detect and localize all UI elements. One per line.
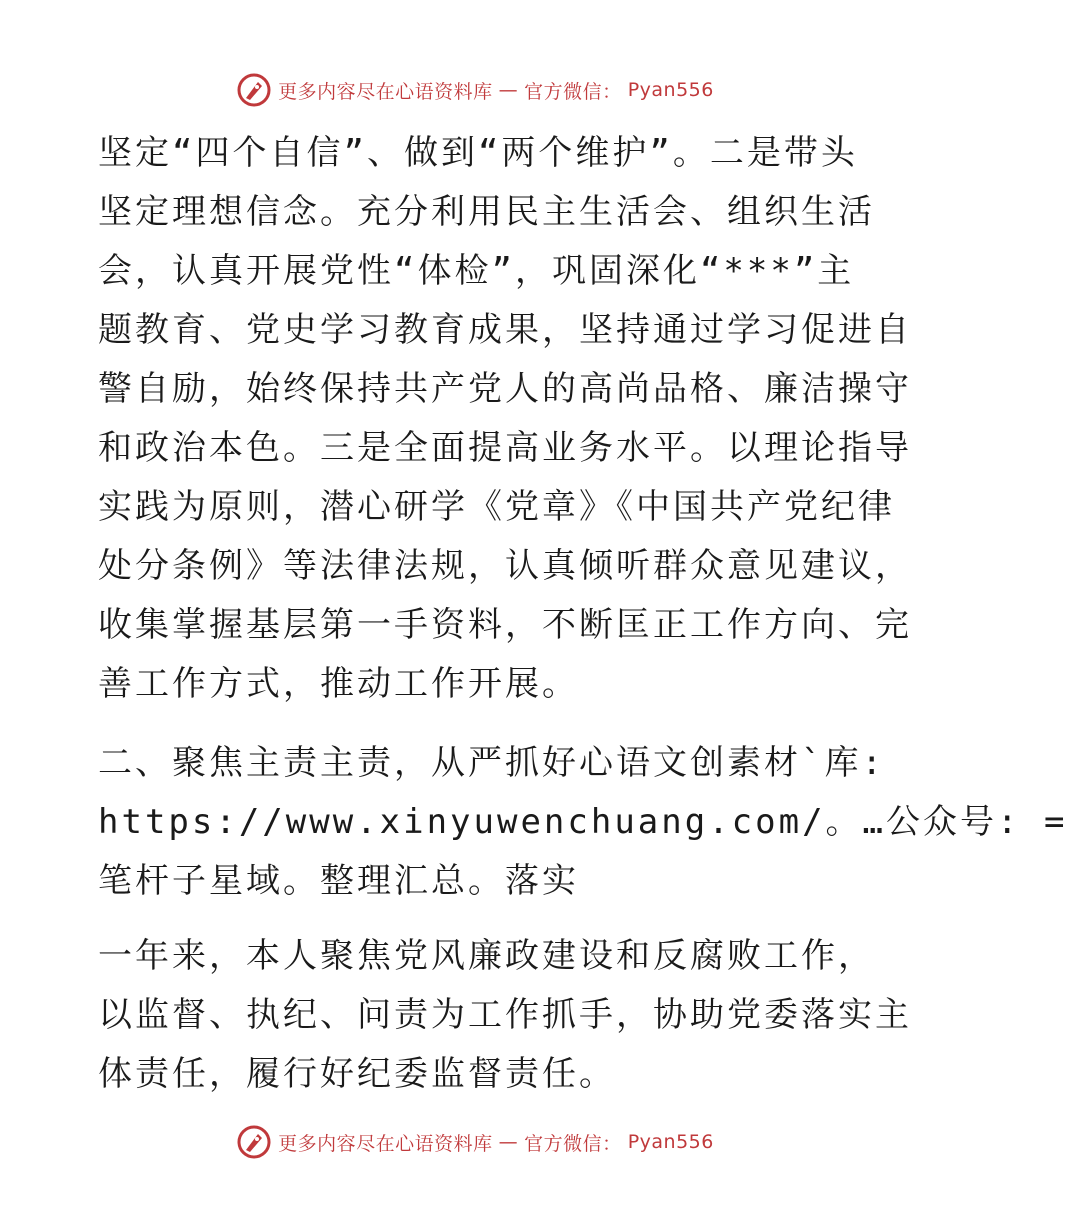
pen-nib-logo-icon xyxy=(236,1124,272,1160)
text-line: 题教育、党史学习教育成果，坚持通过学习促进自 xyxy=(98,310,912,350)
text-line: 坚定理想信念。充分利用民主生活会、组织生活 xyxy=(98,192,875,232)
watermark-text: 更多内容尽在心语资料库 xyxy=(278,1132,493,1155)
watermark-contact-id: Pyan556 xyxy=(627,1131,714,1153)
paragraph-3 xyxy=(98,927,912,1104)
paragraph-1 xyxy=(98,124,912,714)
text-line: 实践为原则，潜心研学《党章》《中国共产党纪律 xyxy=(98,487,895,527)
text-line: https://www.xinyuwenchuang.com/。…公众号: = xyxy=(98,802,1067,842)
watermark-contact-id: Pyan556 xyxy=(627,79,714,101)
text-line: 体责任，履行好纪委监督责任。 xyxy=(98,1054,616,1094)
footer-watermark xyxy=(0,1124,950,1160)
watermark-contact-label: 官方微信： xyxy=(524,80,622,103)
text-line: 警自励，始终保持共产党人的高尚品格、廉洁操守 xyxy=(98,369,912,409)
watermark-contact-label: 官方微信： xyxy=(524,1132,622,1155)
watermark-text: 更多内容尽在心语资料库 xyxy=(278,80,493,103)
header-watermark xyxy=(0,72,950,108)
text-line: 坚定“四个自信”、做到“两个维护”。二是带头 xyxy=(98,133,858,173)
text-line: 会，认真开展党性“体检”，巩固深化“***”主 xyxy=(98,251,855,291)
watermark-separator: — xyxy=(498,1131,519,1153)
text-line: 二、聚焦主责主责，从严抓好心语文创素材`库: xyxy=(98,743,885,783)
text-line: 以监督、执纪、问责为工作抓手，协助党委落实主 xyxy=(98,995,912,1035)
text-line: 善工作方式，推动工作开展。 xyxy=(98,664,579,704)
section-heading-2 xyxy=(98,734,1067,911)
document-body xyxy=(98,124,1067,1104)
text-line: 笔杆子星域。整理汇总。落实 xyxy=(98,861,579,901)
watermark-separator: — xyxy=(498,79,519,101)
text-line: 处分条例》等法律法规，认真倾听群众意见建议， xyxy=(98,546,912,586)
text-line: 和政治本色。三是全面提高业务水平。以理论指导 xyxy=(98,428,912,468)
text-line: 一年来，本人聚焦党风廉政建设和反腐败工作， xyxy=(98,936,875,976)
text-line: 收集掌握基层第一手资料，不断匡正工作方向、完 xyxy=(98,605,912,645)
pen-nib-logo-icon xyxy=(236,72,272,108)
